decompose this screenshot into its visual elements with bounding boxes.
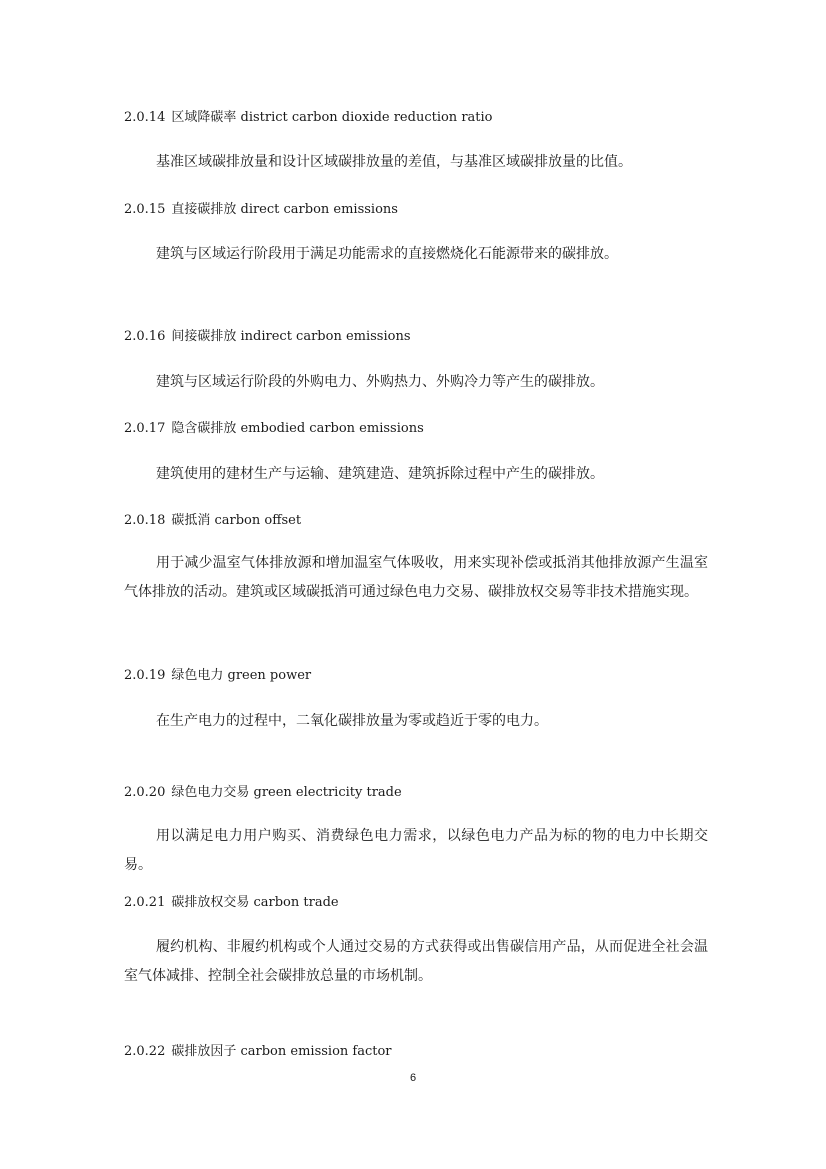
- term-definition: 建筑使用的建材生产与运输、建筑建造、建筑拆除过程中产生的碳排放。: [156, 466, 604, 482]
- term-number: 2.0.18: [124, 513, 166, 528]
- term-title: 绿色电力 green power: [171, 668, 312, 683]
- term-number: 2.0.20: [124, 785, 166, 800]
- term-heading: [124, 785, 402, 801]
- term-definition: 用于减少温室气体排放源和增加温室气体吸收，用来实现补偿或抵消其他排放源产生温室气体排放的活动。建筑或区域碳抵消可通过绿色电力交易、碳排放权交易等非技术措施实现。: [124, 555, 708, 600]
- page-number: 6: [409, 1072, 417, 1084]
- term-heading: [124, 895, 339, 911]
- term-title: 绿色电力交易 green electricity trade: [171, 785, 402, 800]
- term-heading: [124, 668, 311, 684]
- term-title: 碳排放因子 carbon emission factor: [171, 1044, 392, 1059]
- term-number: 2.0.15: [124, 202, 166, 217]
- term-title: 碳抵消 carbon offset: [171, 513, 302, 528]
- term-definition: 基准区域碳排放量和设计区域碳排放量的差值，与基准区域碳排放量的比值。: [156, 154, 632, 170]
- term-heading: [124, 421, 424, 437]
- term-heading: [124, 202, 398, 218]
- term-heading: [124, 329, 411, 345]
- term-number: 2.0.22: [124, 1044, 166, 1059]
- term-title: 隐含碳排放 embodied carbon emissions: [171, 421, 424, 436]
- term-number: 2.0.14: [124, 110, 166, 125]
- term-title: 碳排放权交易 carbon trade: [171, 895, 339, 910]
- term-title: 区域降碳率 district carbon dioxide reduction ratio: [171, 110, 493, 125]
- term-number: 2.0.16: [124, 329, 166, 344]
- term-number: 2.0.21: [124, 895, 166, 910]
- term-number: 2.0.17: [124, 421, 166, 436]
- term-title: 直接碳排放 direct carbon emissions: [171, 202, 398, 217]
- term-title: 间接碳排放 indirect carbon emissions: [171, 329, 411, 344]
- term-definition: 建筑与区域运行阶段用于满足功能需求的直接燃烧化石能源带来的碳排放。: [156, 246, 618, 262]
- term-definition: 用以满足电力用户购买、消费绿色电力需求，以绿色电力产品为标的物的电力中长期交易。: [124, 828, 708, 873]
- term-number: 2.0.19: [124, 668, 166, 683]
- term-definition: 履约机构、非履约机构或个人通过交易的方式获得或出售碳信用产品，从而促进全社会温室气体减排、控制全社会碳排放总量的市场机制。: [124, 939, 708, 984]
- term-definition: 在生产电力的过程中，二氧化碳排放量为零或趋近于零的电力。: [156, 713, 548, 729]
- term-definition: 建筑与区域运行阶段的外购电力、外购热力、外购冷力等产生的碳排放。: [156, 374, 604, 390]
- term-heading: [124, 110, 493, 126]
- term-heading: [124, 513, 301, 529]
- term-heading: [124, 1044, 392, 1060]
